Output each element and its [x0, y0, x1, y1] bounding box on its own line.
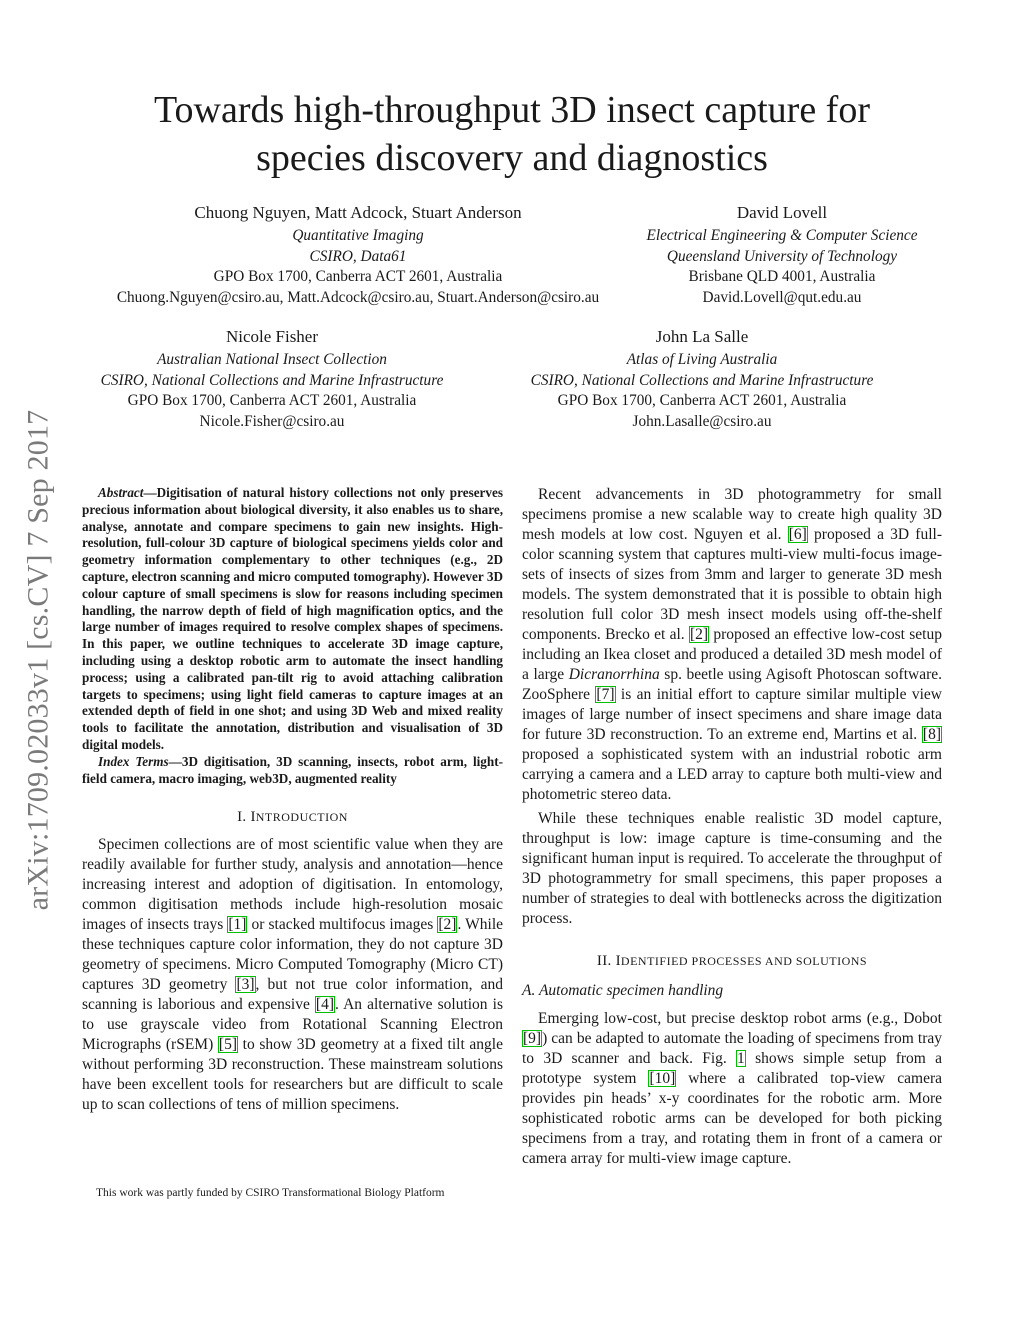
title-line-2: species discovery and diagnostics	[256, 137, 768, 179]
left-column	[82, 485, 503, 1115]
paragraph: Emerging low-cost, but precise desktop robot arms (e.g., Dobot [9]) can be adapted to automate the loading of specimens from tray to 3D scanner and back. Fig. 1 shows simple setup from a prototype system [10] where a calibrated top-view camera provides pin heads’ x-y coordinates for the robotic arm. More sophisticated robotic arms can be developed for both picking specimens from a tray, and rotating them in front of a camera or camera array for multi-view image capture.	[522, 1010, 942, 1167]
author-address: GPO Box 1700, Canberra ACT 2601, Australia	[557, 392, 847, 409]
species-name: Dicranorrhina	[568, 666, 660, 683]
citation-link[interactable]: [2]	[438, 916, 457, 934]
author-address: Brisbane QLD 4001, Australia	[688, 268, 876, 285]
title-line-1: Towards high-throughput 3D insect capture for	[154, 89, 870, 131]
author-org: CSIRO, National Collections and Marine Infrastructure	[530, 371, 874, 389]
abstract-label: Abstract	[98, 485, 144, 500]
citation-link[interactable]: [9]	[523, 1030, 542, 1047]
author-block-4	[502, 326, 902, 432]
author-dept: Quantitative Imaging	[292, 227, 424, 244]
citation-link[interactable]: [5]	[218, 1036, 237, 1054]
citation-link[interactable]: [4]	[315, 996, 334, 1014]
section-heading-introduction: I. INTRODUCTION	[237, 809, 348, 826]
citation-link[interactable]: [6]	[788, 526, 807, 543]
author-dept: Electrical Engineering & Computer Science	[646, 227, 918, 244]
citation-link[interactable]: [10]	[649, 1070, 676, 1087]
author-address: GPO Box 1700, Canberra ACT 2601, Australia	[127, 392, 417, 409]
author-names: Nicole Fisher	[225, 327, 319, 346]
arxiv-stamp	[18, 360, 58, 960]
abstract-text: —Digitisation of natural history collections not only preserves precious information about biological diversity, it also enables us to share, analyse, annotate and compare specimens to gain new insights. High-resolution, full-colour 3D capture of biological specimens yields color and geometry information complementary to other techniques (e.g., 2D capture, electron scanning and micro computed tomography). However 3D colour capture of small specimens is slow for reasons including specimen handling, the narrow depth of field of high magnification optics, and the large number of images required to resolve complex shapes of specimens. In this paper, we outline techniques to accelerate 3D image capture, including using a desktop robotic arm to automate the insect handling process; using a calibrated pan-tilt rig to avoid attaching calibration targets to specimens; using light field cameras to capture images at an extended depth of field in one shot; and using 3D Web and mixed reality tools to facilitate the annotation, distribution and visualisation of 3D digital models.	[82, 485, 503, 752]
arxiv-id: arXiv:1709.02033v1 [cs.CV] 7 Sep 2017	[21, 409, 54, 911]
figure-link[interactable]: 1	[737, 1050, 745, 1067]
author-org: CSIRO, National Collections and Marine Infrastructure	[100, 371, 444, 389]
funding-footnote: This work was partly funded by CSIRO Transformational Biology Platform	[96, 1187, 445, 1199]
index-terms-text: —3D digitisation, 3D scanning, insects, robot arm, light-field camera, macro imaging, web3D, augmented reality	[82, 753, 503, 786]
author-email: David.Lovell@qut.edu.au	[702, 288, 862, 306]
citation-link[interactable]: [7]	[596, 686, 615, 703]
author-names: Chuong Nguyen, Matt Adcock, Stuart Anderson	[194, 203, 522, 222]
author-names: David Lovell	[736, 203, 828, 222]
author-block-3	[72, 326, 472, 432]
author-block-1	[82, 202, 634, 308]
citation-link[interactable]: [2]	[689, 626, 709, 643]
author-org: Queensland University of Technology	[666, 247, 898, 265]
paragraph: While these techniques enable realistic 3D model capture, throughput is low: image capture is time-consuming and the significant human input is required. To accelerate the throughput of 3D photogrammetry for small specimens, this paper proposes a number of strategies to deal with bottlenecks across the digitization process.	[522, 810, 942, 927]
citation-link[interactable]: [3]	[236, 976, 255, 994]
citation-link[interactable]: [8]	[922, 726, 941, 743]
citation-link[interactable]: [1]	[228, 916, 247, 934]
section-heading-solutions: II. IDENTIFIED PROCESSES AND SOLUTIONS	[596, 953, 868, 969]
paper-title	[60, 86, 964, 182]
author-dept: Australian National Insect Collection	[157, 351, 387, 368]
subsection-heading: A. Automatic specimen handling	[522, 982, 724, 999]
author-email: Chuong.Nguyen@csiro.au, Matt.Adcock@csiro.au, Stuart.Anderson@csiro.au	[116, 288, 600, 306]
author-email: John.Lasalle@csiro.au	[632, 412, 772, 430]
author-org: CSIRO, Data61	[309, 247, 407, 265]
author-names: John La Salle	[655, 327, 749, 346]
author-dept: Atlas of Living Australia	[626, 351, 778, 368]
index-terms	[82, 754, 503, 788]
author-address: GPO Box 1700, Canberra ACT 2601, Australia	[213, 268, 503, 285]
right-column	[522, 485, 942, 1169]
index-terms-label: Index Terms	[98, 753, 169, 769]
introduction-paragraph: Specimen collections are of most scientific value when they are readily available for further study, analysis and annotation—hence increasing interest and adoption of digitisation. In entomology, common digitisation methods include high-resolution mosaic images of insects trays [1] or stacked multifocus images [2]. While these techniques capture color information, they do not capture 3D geometry of specimens. Micro Computed Tomography (Micro CT) captures 3D geometry [3], but not true color information, and scanning is laborious and expensive [4]. An alternative solution is to use grayscale video from Rotational Scanning Electron Micrographs (rSEM) [5] to show 3D geometry at a fixed tilt angle without performing 3D reconstruction. These mainstream solutions have been excellent tools for researchers but are difficult to scale up to scan collections of tens of million specimens.	[82, 836, 503, 1114]
author-email: Nicole.Fisher@csiro.au	[199, 412, 345, 430]
paragraph: Recent advancements in 3D photogrammetry for small specimens promise a new scalable way to create high quality 3D mesh models at low cost. Nguyen et al. [6] proposed a 3D full-color scanning system that captures multi-view multi-focus image-sets of insects of sizes from 3mm and larger to generate 3D mesh models. The system demonstrated that it is possible to obtain high resolution full color 3D mesh insect models using off-the-shelf components. Brecko et al. [2] proposed an effective low-cost setup including an Ikea closet and produced a detailed 3D mesh model of a large Dicranorrhina sp. beetle using Agisoft Photoscan software. ZooSphere [7] is an initial effort to capture similar multiple view images of large number of insect specimens and share image data for future 3D reconstruction. To an extreme end, Martins et al. [8] proposed a sophisticated system with an industrial robotic arm carrying a camera and a LED array to capture both multi-view and photometric stereo data.	[522, 486, 942, 803]
author-block-2	[620, 202, 944, 308]
abstract	[82, 485, 503, 754]
